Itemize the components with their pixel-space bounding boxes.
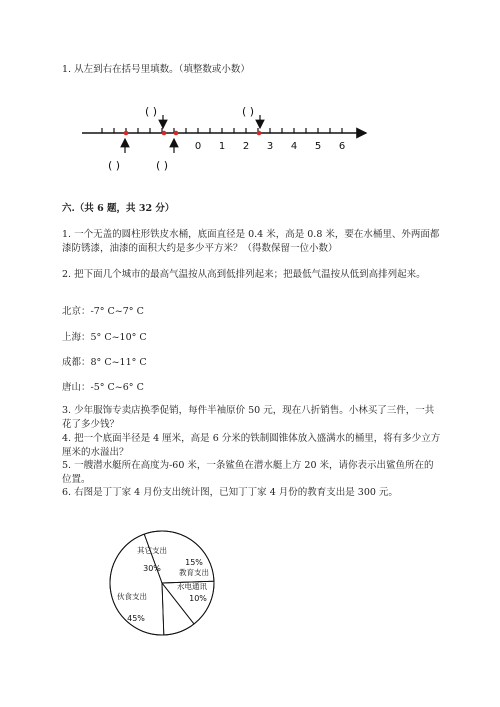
number-line-label: 2 [242, 141, 250, 152]
question-1: 1. 从左到右在括号里填数。（填整数或小数） [62, 64, 250, 75]
problem-1: 1. 一个无盖的圆柱形铁皮水桶，底面直径是 0.4 米，高是 0.8 米，要在水桶里、外两面都漆防锈漆，油漆的面积大约是多少平方米？（得数保留一位小数） [62, 229, 440, 254]
blank-bottom-1: ( ) [108, 159, 121, 172]
problem-3: 3. 少年服饰专卖店换季促销，每件半袖原价 50 元，现在八折销售。小林买了三件，一共花了多少钱？ [62, 405, 435, 430]
blank-bottom-2: ( ) [156, 159, 169, 172]
problem-4: 4. 把一个底面半径是 4 厘米，高是 6 分米的铁制圆锥体放入盛满水的桶里，将有多少立方厘米的水溢出？ [62, 433, 441, 458]
pie-value-label: 15% [185, 558, 203, 567]
number-line-label: 6 [338, 141, 346, 152]
point-b [162, 131, 167, 136]
pie-category-label: 其它支出 [137, 546, 167, 555]
blank-top-2: ( ) [242, 105, 255, 118]
point-c [174, 131, 179, 136]
number-line-label: 1 [218, 141, 226, 152]
problem-2: 2. 把下面几个城市的最高气温按从高到低排列起来；把最低气温按从低到高排列起来。 [62, 269, 426, 280]
city-chengdu: 成都：8° C~11° C [62, 357, 147, 368]
point-d [257, 131, 262, 136]
expense-pie-chart [70, 520, 270, 650]
pie-value-label: 10% [189, 594, 207, 603]
pie-category-label: 水电通讯 [177, 582, 207, 591]
section-heading: 六.（共 6 题，共 32 分） [62, 203, 175, 214]
city-beijing: 北京：-7° C~7° C [62, 306, 144, 317]
pie-category-label: 伙食支出 [117, 592, 147, 601]
pie-value-label: 30% [143, 564, 161, 573]
pie-value-label: 45% [127, 614, 145, 623]
problem-5: 5. 一艘潜水艇所在高度为-60 米，一条鲨鱼在潜水艇上方 20 米，请你表示出鲨鱼所在的位置。 [62, 460, 434, 485]
number-line-label: 4 [290, 141, 298, 152]
number-line-label: 0 [194, 141, 202, 152]
problem-6: 6. 右图是丁丁家 4 月份支出统计图，已知丁丁家 4 月份的教育支出是 300 元。 [62, 487, 398, 498]
city-shanghai: 上海：5° C~10° C [62, 332, 147, 343]
blank-top-1: ( ) [145, 105, 158, 118]
number-line-label: 3 [266, 141, 274, 152]
pie-category-label: 教育支出 [179, 568, 209, 577]
number-line-label: 5 [314, 141, 322, 152]
point-a [124, 131, 129, 136]
city-tangshan: 唐山：-5° C~6° C [62, 382, 144, 393]
